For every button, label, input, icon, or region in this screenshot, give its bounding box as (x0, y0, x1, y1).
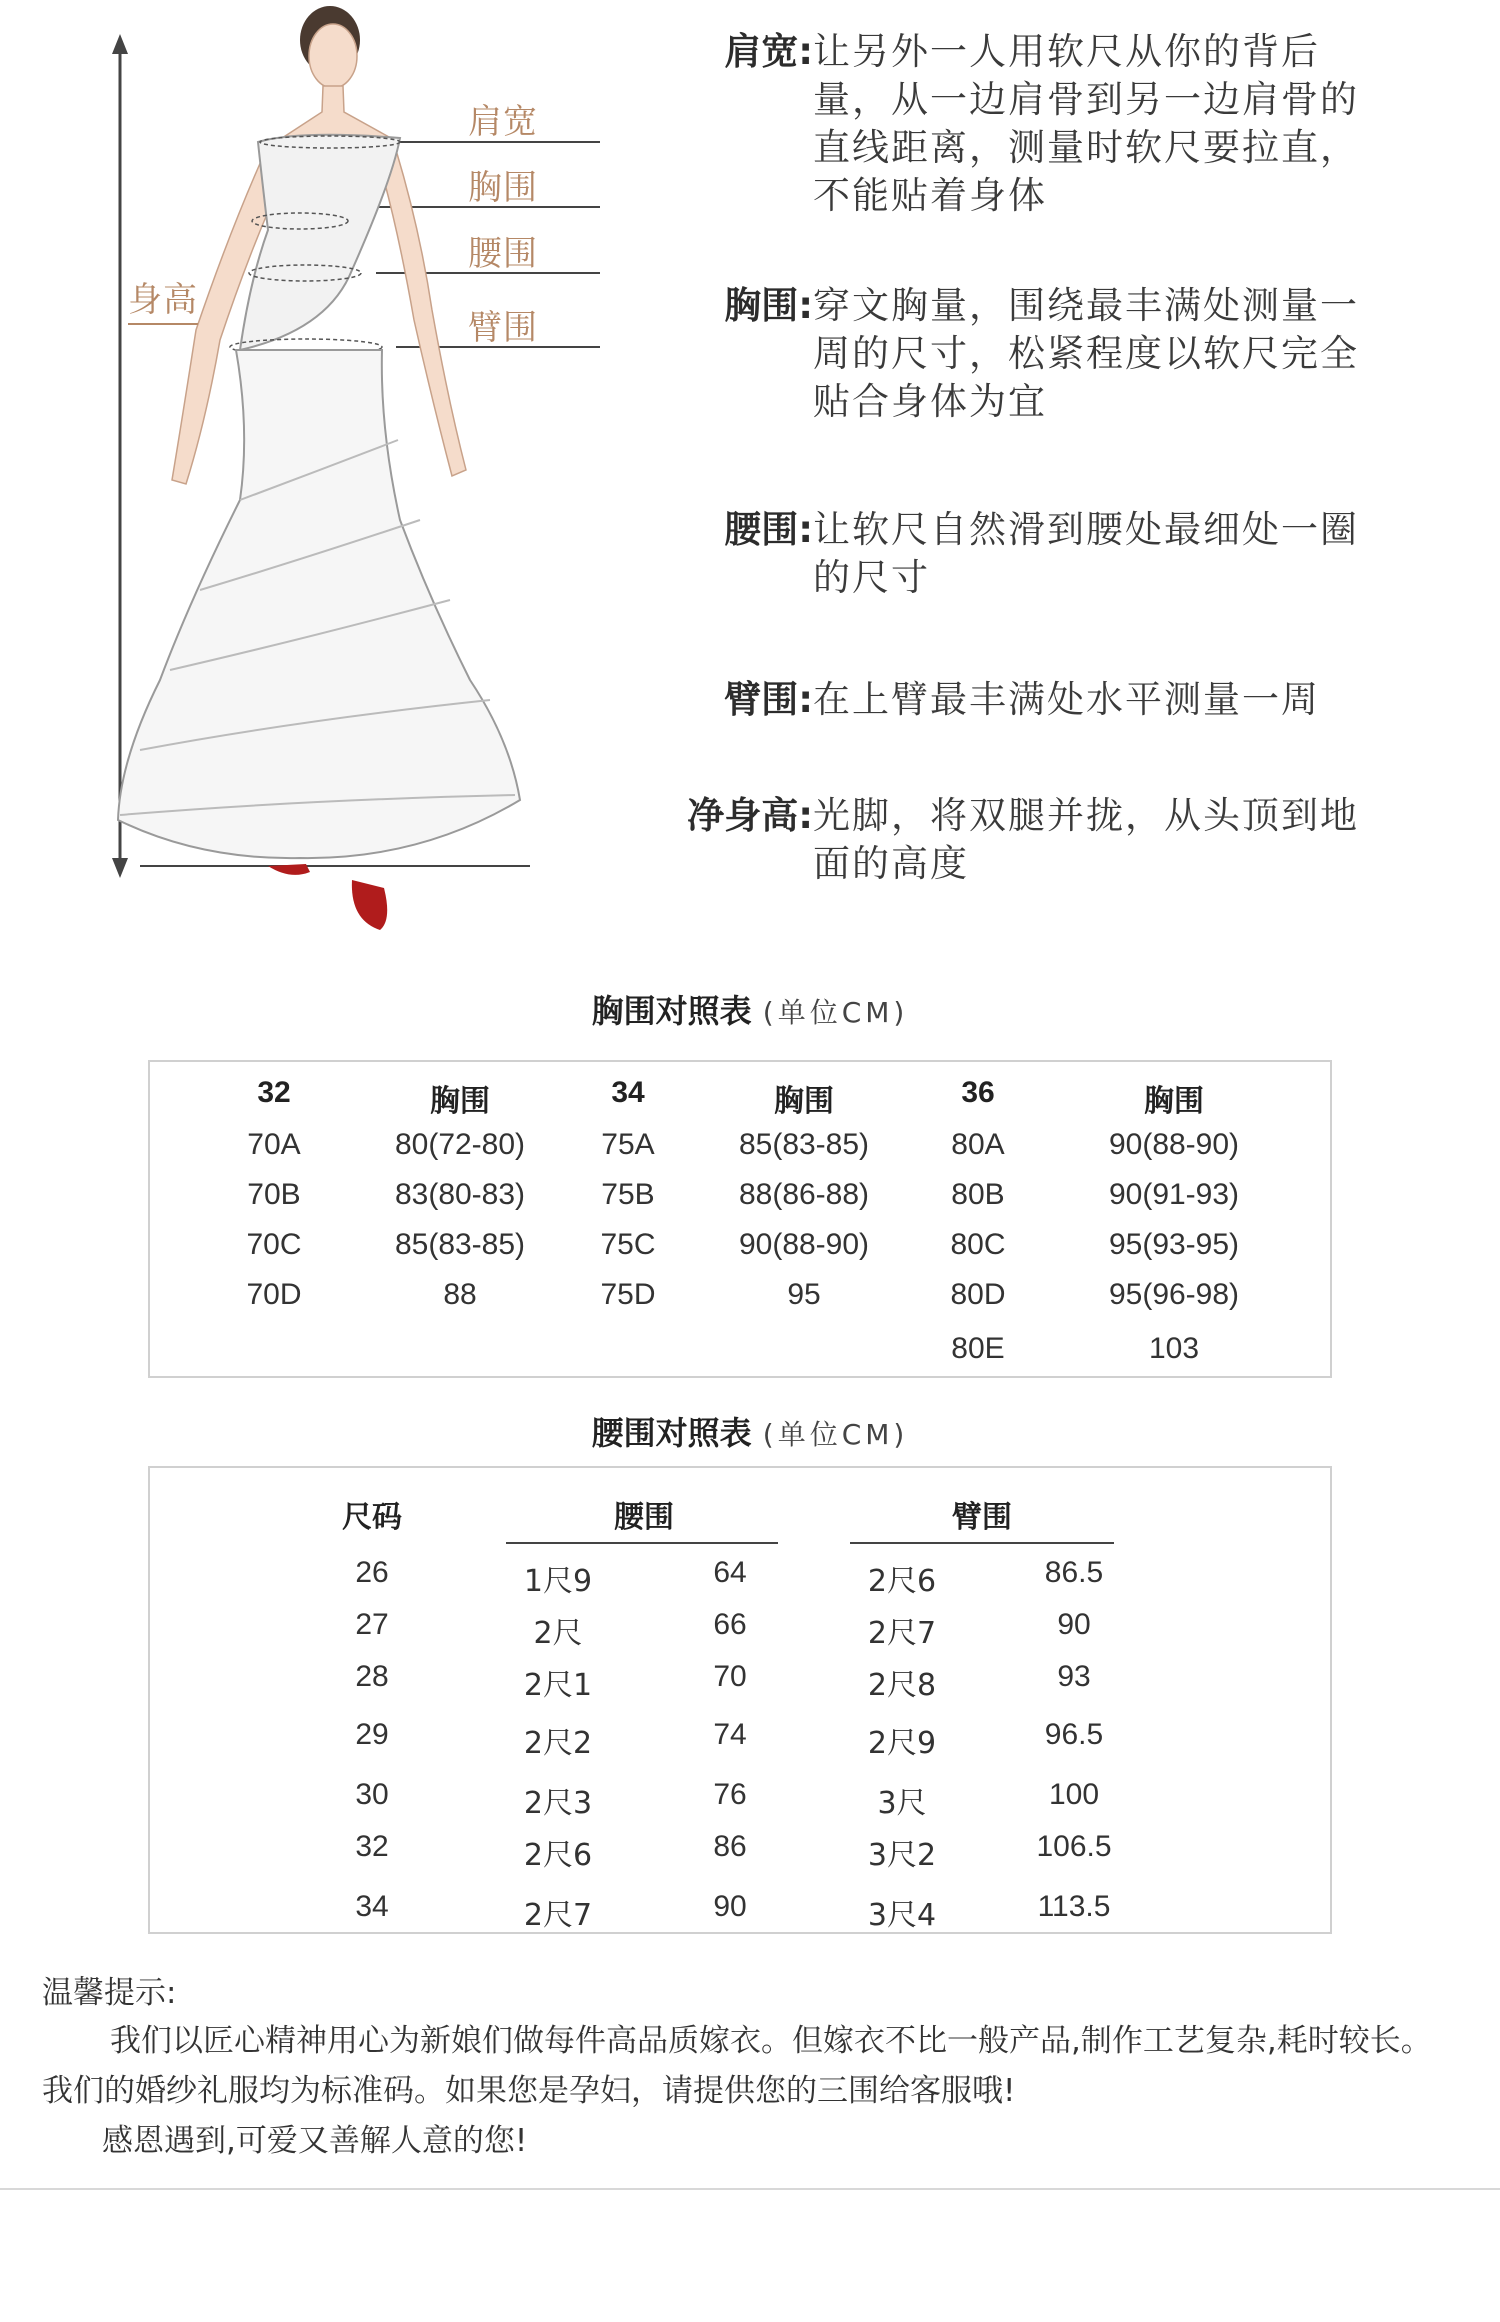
waist-table-cell: 27 (355, 1608, 389, 1641)
bust-table-cell: 95 (787, 1278, 821, 1311)
arm-header: 臂围 (952, 1500, 1012, 1535)
height-label: 身高 (128, 272, 198, 325)
bust-table-cell: 85(83-85) (394, 1228, 526, 1261)
waist-table-cell: 70 (713, 1660, 747, 1693)
waist-header: 腰围 (614, 1500, 674, 1535)
waist-table-cell: 2尺2 (523, 1726, 593, 1761)
waist-table-cell: 86.5 (1044, 1556, 1104, 1589)
bust-table-header-cell: 36 (961, 1076, 995, 1109)
bust-table-header-cell: 32 (257, 1076, 291, 1109)
waist-table-cell: 1尺9 (523, 1564, 593, 1599)
bust-table-cell: 70C (246, 1228, 302, 1261)
bust-table-cell: 85(83-85) (738, 1128, 870, 1161)
waist-table-cell: 64 (713, 1556, 747, 1589)
bust-table-cell: 95(93-95) (1108, 1228, 1240, 1261)
bust-table-title-text: 胸围对照表 (591, 992, 752, 1030)
waist-table-cell: 2尺3 (523, 1786, 593, 1821)
waist-label: 腰围 (468, 234, 538, 274)
bust-table-cell: 90(91-93) (1108, 1178, 1240, 1211)
waist-table-cell: 66 (713, 1608, 747, 1641)
notice-closing: 感恩遇到,可爱又善解人意的您! (102, 2123, 528, 2159)
bust-table-cell: 70D (246, 1278, 302, 1311)
bust-table-cell: 75A (601, 1128, 655, 1161)
waist-table-cell: 3尺4 (867, 1898, 937, 1933)
waist-table-cell: 3尺2 (867, 1838, 937, 1873)
bottom-divider (0, 2188, 1500, 2190)
bust-table-cell: 75C (600, 1228, 656, 1261)
bride-figure-drawing (0, 0, 640, 950)
waist-table-cell: 2尺6 (867, 1564, 937, 1599)
waist-table-cell: 100 (1048, 1778, 1100, 1811)
bust-label: 胸围 (468, 168, 538, 208)
bust-table-header-cell: 34 (611, 1076, 645, 1109)
waist-table-cell: 28 (355, 1660, 389, 1693)
waist-table-cell: 106.5 (1036, 1830, 1112, 1863)
waist-table-title-text: 腰围对照表 (591, 1414, 752, 1452)
bust-table-header-cell: 胸围 (774, 1084, 834, 1119)
waist-table-cell: 26 (355, 1556, 389, 1589)
description-term: 胸围: (724, 284, 813, 327)
waist-table-cell: 34 (355, 1890, 389, 1923)
waist-table-cell: 2尺8 (867, 1668, 937, 1703)
waist-table-unit: (单位CM) (762, 1418, 909, 1451)
waist-header-underline (506, 1542, 778, 1544)
dress-illustration (0, 0, 640, 950)
waist-table-cell: 96.5 (1044, 1718, 1104, 1751)
description-term: 肩宽: (724, 30, 813, 73)
waist-table-cell: 29 (355, 1718, 389, 1751)
waist-table-cell: 2尺7 (523, 1898, 593, 1933)
description-term: 臂围: (724, 678, 813, 721)
description-text: 光脚，将双腿并拢，从头顶到地面的高度 (813, 794, 1359, 885)
waist-table-cell: 90 (1057, 1608, 1091, 1641)
bust-table-cell: 80(72-80) (394, 1128, 526, 1161)
bust-table (148, 1060, 1332, 1378)
bust-table-cell: 75D (600, 1278, 656, 1311)
description-text: 穿文胸量，围绕最丰满处测量一周的尺寸，松紧程度以软尺完全贴合身体为宜 (813, 284, 1359, 423)
arm-label: 臂围 (468, 308, 538, 348)
bust-table-cell: 80B (951, 1178, 1005, 1211)
bust-table-cell: 80C (950, 1228, 1006, 1261)
waist-table-cell: 2尺9 (867, 1726, 937, 1761)
waist-table-cell: 90 (713, 1890, 747, 1923)
waist-table-cell: 2尺1 (523, 1668, 593, 1703)
waist-table-cell: 30 (355, 1778, 389, 1811)
bust-table-cell: 88(86-88) (738, 1178, 870, 1211)
waist-table-cell: 3尺 (877, 1786, 927, 1821)
waist-table-cell: 2尺6 (523, 1838, 593, 1873)
description-term: 净身高: (687, 794, 813, 837)
bust-table-cell: 80D (950, 1278, 1006, 1311)
waist-table-cell: 113.5 (1037, 1890, 1111, 1923)
bust-table-header-cell: 胸围 (1144, 1084, 1204, 1119)
waist-table-cell: 2尺7 (867, 1616, 937, 1651)
size-header: 尺码 (342, 1500, 402, 1535)
description-text: 在上臂最丰满处水平测量一周 (813, 678, 1320, 721)
waist-table-cell: 32 (355, 1830, 389, 1863)
description-text: 让软尺自然滑到腰处最细处一圈的尺寸 (813, 508, 1359, 599)
bust-table-cell: 80E (951, 1332, 1005, 1365)
waist-table-cell: 76 (713, 1778, 747, 1811)
bust-table-cell: 83(80-83) (394, 1178, 526, 1211)
bust-table-cell: 90(88-90) (738, 1228, 870, 1261)
bust-table-cell: 80A (951, 1128, 1005, 1161)
notice-paragraph: 我们以匠心精神用心为新娘们做每件高品质嫁衣。但嫁衣不比一般产品,制作工艺复杂,耗时较长。我们的婚纱礼服均为标准码。如果您是孕妇，请提供您的三围给客服哦! (42, 2023, 1432, 2109)
bust-table-cell: 70B (247, 1178, 301, 1211)
waist-table (148, 1466, 1332, 1934)
bust-table-title (0, 986, 1500, 1032)
waist-table-cell: 74 (713, 1718, 747, 1751)
arm-header-underline (850, 1542, 1114, 1544)
bust-table-cell: 90(88-90) (1108, 1128, 1240, 1161)
waist-table-cell: 86 (713, 1830, 747, 1863)
bust-table-cell: 70A (247, 1128, 301, 1161)
waist-table-title (0, 1408, 1500, 1454)
notice-title: 温馨提示: (42, 1975, 177, 2011)
description-text: 让另外一人用软尺从你的背后量，从一边肩骨到另一边肩骨的直线距离，测量时软尺要拉直，不能贴着身体 (813, 30, 1359, 217)
bust-table-cell: 75B (601, 1178, 655, 1211)
bust-table-unit: (单位CM) (762, 996, 909, 1029)
bust-table-header-cell: 胸围 (430, 1084, 490, 1119)
bust-table-cell: 95(96-98) (1108, 1278, 1240, 1311)
bust-table-cell: 88 (443, 1278, 477, 1311)
bust-table-cell: 103 (1148, 1332, 1200, 1365)
waist-table-cell: 93 (1057, 1660, 1091, 1693)
shoulder-label: 肩宽 (468, 102, 538, 142)
description-term: 腰围: (724, 508, 813, 551)
waist-table-cell: 2尺 (533, 1616, 583, 1651)
